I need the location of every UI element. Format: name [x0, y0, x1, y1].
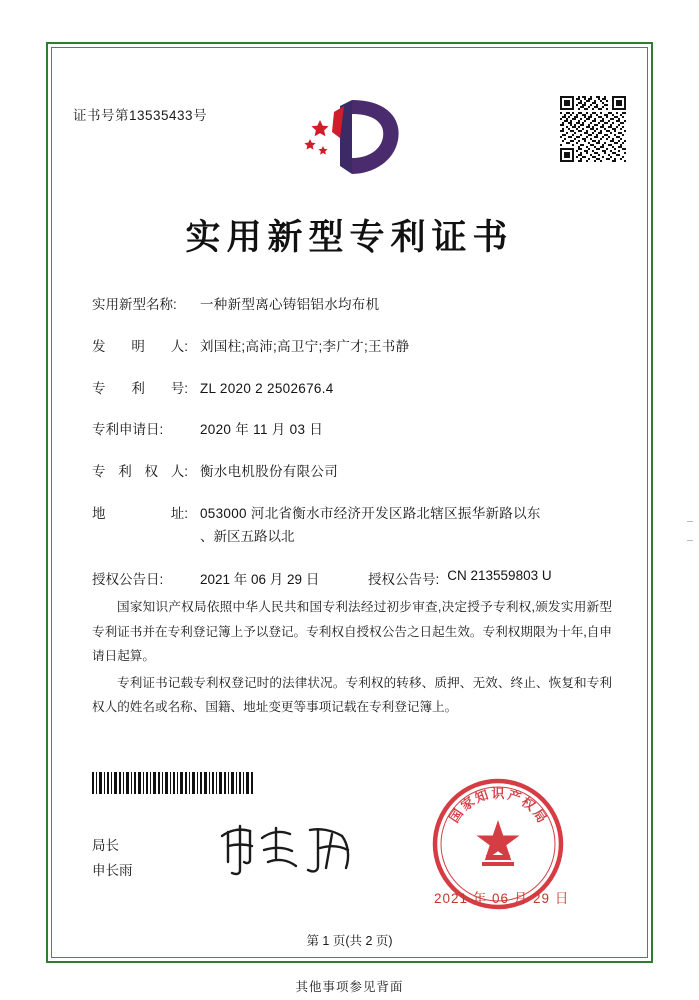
- svg-text:权: 权: [518, 794, 538, 815]
- director-title-label: 局长: [92, 838, 119, 853]
- field-label-grant-date: 授权公告日:: [92, 572, 164, 588]
- field-label-grant-number: 授权公告号:: [368, 572, 440, 588]
- paragraph-1: 国家知识产权局依照中华人民共和国专利法经过初步审查,决定授予专利权,颁发实用新型专利证书并在专利登记簿上予以登记。专利权自授权公告之日起生效。专利权期限为十年,自申请日起算。: [92, 600, 612, 664]
- director-name: 申长雨: [92, 863, 133, 878]
- qr-code-icon: [560, 96, 626, 162]
- scan-edge-mark: [687, 540, 693, 541]
- svg-text:产: 产: [505, 787, 523, 807]
- field-value-patent-number: ZL 2020 2 2502676.4: [200, 380, 334, 396]
- field-value-application-date: 2020 年 11 月 03 日: [200, 422, 324, 438]
- page-title: 实用新型专利证书: [185, 218, 514, 258]
- field-row-grant: [92, 568, 612, 588]
- field-label-patent-number: 专 利 号:: [92, 380, 188, 396]
- svg-text:局: 局: [529, 806, 549, 826]
- field-value-address-line2: 、新区五路以北: [200, 529, 295, 544]
- field-row-application-date: [92, 420, 612, 440]
- grant-date-group: [92, 568, 368, 588]
- grant-number-group: [368, 568, 552, 588]
- field-label-name: 实用新型名称:: [92, 297, 177, 312]
- cnipa-logo-icon: [290, 92, 410, 182]
- barcode-icon: [92, 772, 254, 794]
- field-value-name: 一种新型离心铸铝铝水均布机: [200, 297, 380, 312]
- seal-date: 2021 年 06 月 29 日: [434, 891, 570, 906]
- field-value-address: 053000 河北省衡水市经济开发区路北辖区振华新路以东: [200, 505, 541, 521]
- field-row-address: [92, 504, 612, 524]
- page-number: 第 1 页(共 2 页): [306, 934, 393, 948]
- field-value-patentee: 衡水电机股份有限公司: [200, 464, 338, 479]
- field-row-name: [92, 295, 612, 315]
- scan-edge-mark: [687, 521, 693, 522]
- field-value-inventor: 刘国柱;高沛;高卫宁;李广才;王书静: [200, 338, 410, 354]
- certificate-number: 证书号第13535433号: [73, 108, 208, 123]
- field-value-grant-date: 2021 年 06 月 29 日: [200, 572, 320, 588]
- field-row-patentee: [92, 462, 612, 482]
- svg-text:家: 家: [458, 794, 478, 815]
- paragraph-2: 专利证书记载专利权登记时的法律状况。专利权的转移、质押、无效、终止、恢复和专利权人的姓名或名称、国籍、地址变更等事项记载在专利登记簿上。: [92, 675, 612, 715]
- field-label-application-date: 专利申请日:: [92, 422, 164, 438]
- back-page-note: 其他事项参见背面: [295, 980, 404, 994]
- field-label-address: 地 址:: [92, 505, 188, 521]
- certificate-fields: [92, 295, 612, 606]
- field-label-inventor: 发 明 人:: [92, 338, 188, 354]
- svg-text:国: 国: [447, 806, 467, 826]
- svg-text:知: 知: [473, 787, 491, 807]
- legal-text-block: [92, 595, 612, 722]
- field-value-grant-number: CN 213559803 U: [447, 568, 552, 584]
- field-label-patentee: 专 利 权 人:: [92, 464, 188, 479]
- handwritten-signature-icon: [214, 818, 364, 880]
- field-row-inventor: [92, 337, 612, 357]
- svg-text:识: 识: [491, 787, 505, 802]
- field-row-patent-number: [92, 379, 612, 399]
